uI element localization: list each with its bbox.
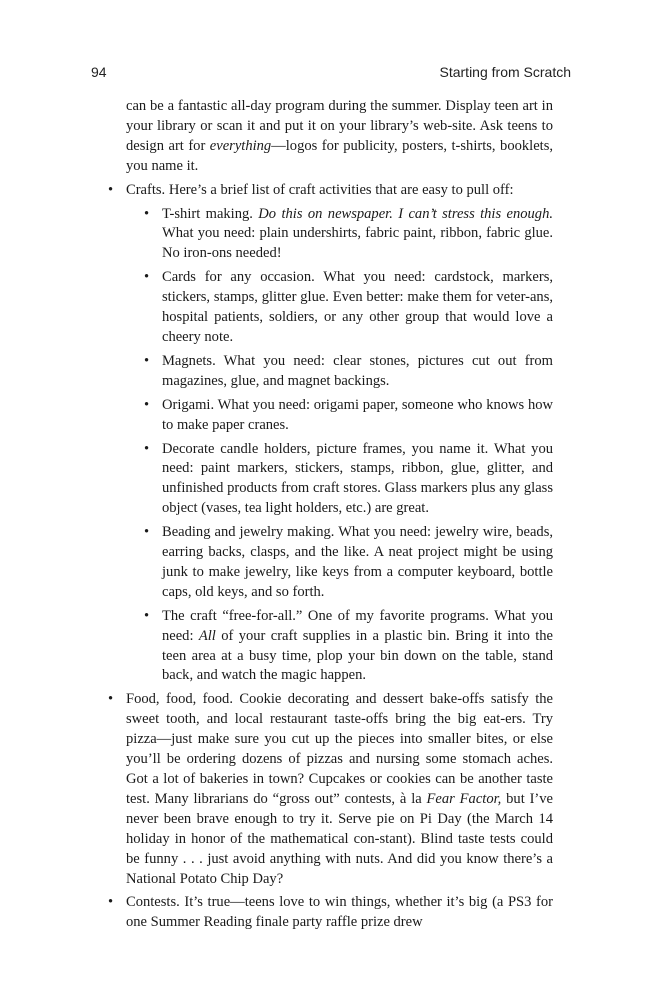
list-item-origami: • Origami. What you need: origami paper, someone who knows how to make paper cranes. bbox=[126, 396, 553, 436]
page-number: 94 bbox=[91, 64, 107, 80]
list-item-contests: • Contests. It’s true—teens love to win things, whether it’s big (a PS3 for one Summer Reading finale party raffle prize drew bbox=[108, 893, 553, 933]
list-item-beading: • Beading and jewelry making. What you need: jewelry wire, beads, earring backs, clasps, and the like. A neat project might be using junk to make jewelry, like keys from a computer keyboard, bottle caps, old keys, and so forth. bbox=[126, 523, 553, 603]
list-item-food: • Food, food, food. Cookie decorating and dessert bake-offs satisfy the sweet tooth, and local restaurant taste-offs bring the big eat-ers. Try pizza—just make sure you cut up the pieces into smaller bites, or else you’ll be ordering dozens of pizzas and nursing some stomach aches. Got a lot of bakeries in town? Cupcakes or cookies can be another taste test. Many librarians do “gross out” contests, à la Fear Factor, but I’ve never been brave enough to try it. Serve pie on Pi Day (the March 14 holiday in honor of the mathematical con-stant). Blind taste tests could be funny . . . just avoid anything with nuts. And did you know there’s a National Potato Chip Day? bbox=[108, 690, 553, 889]
list-item-crafts bbox=[108, 181, 553, 687]
list-item-magnets: • Magnets. What you need: clear stones, pictures cut out from magazines, glue, and magnet backings. bbox=[126, 352, 553, 392]
running-head: Starting from Scratch bbox=[439, 64, 571, 80]
list-item-tshirt: • T-shirt making. Do this on newspaper. I can’t stress this enough. What you need: plain undershirts, fabric paint, ribbon, fabric glue. No iron-ons needed! bbox=[126, 205, 553, 265]
page-header bbox=[0, 0, 650, 90]
intro-paragraph: can be a fantastic all-day program during the summer. Display teen art in your library or scan it and put it on your library’s web-site. Ask teens to design art for everything—logos for publicity, posters, t-shirts, booklets, you name it. bbox=[126, 98, 553, 174]
intro-emphasis: everything bbox=[209, 137, 272, 154]
crafts-lead: Crafts. Here’s a brief list of craft activities that are easy to pull off: bbox=[126, 181, 514, 198]
main-list bbox=[108, 181, 553, 934]
list-item-cards: • Cards for any occasion. What you need: cardstock, markers, stickers, stamps, glitter glue. Even better: make them for veter-ans, hospital patients, soldiers, or any other group that would love a cheery note. bbox=[126, 268, 553, 348]
page-body bbox=[108, 97, 553, 937]
crafts-sublist bbox=[126, 205, 553, 687]
list-item-decorate: • Decorate candle holders, picture frames, you name it. What you need: paint markers, stickers, stamps, ribbon, glue, glitter, and unfinished products from craft stores. Glass markers plus any glass object (vases, tea light holders, etc.) are great. bbox=[126, 440, 553, 520]
list-item-free-for-all: • The craft “free-for-all.” One of my favorite programs. What you need: All of your craft supplies in a plastic bin. Bring it into the teen area at a busy time, plop your bin down on the table, stand back, and watch the magic happen. bbox=[126, 607, 553, 687]
